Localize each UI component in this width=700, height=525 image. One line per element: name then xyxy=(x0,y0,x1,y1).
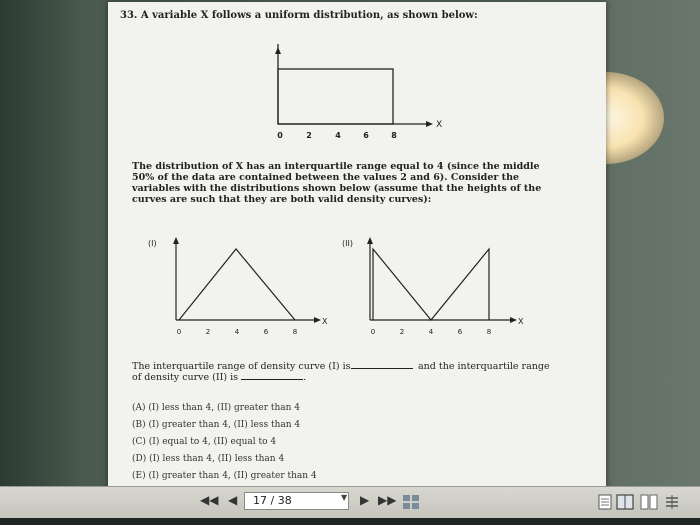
question-title: 33. A variable X follows a uniform distribution, as shown below: xyxy=(120,10,478,21)
uniform-plot xyxy=(258,44,448,144)
curve-two-tick-8: 8 xyxy=(486,328,492,336)
next-page-icon[interactable]: ▶ xyxy=(360,493,370,507)
curve-one-tick-4: 4 xyxy=(234,328,240,336)
curve-one-plot xyxy=(146,234,331,339)
uniform-x-label: X xyxy=(436,120,443,130)
iqr-part1-text: The interquartile range of density curve (I) is xyxy=(132,361,351,372)
continuous-icon[interactable] xyxy=(640,494,658,510)
curve-two-x-arrow xyxy=(510,317,517,323)
curve-two-tick-4: 4 xyxy=(428,328,434,336)
answer-blank-two xyxy=(241,379,303,380)
prev-page-icon[interactable]: ◀ xyxy=(228,493,238,507)
single-page-icon[interactable] xyxy=(598,494,612,510)
uniform-tick-8: 8 xyxy=(391,131,397,140)
uniform-tick-6: 6 xyxy=(363,131,369,140)
curve-one-y-arrow xyxy=(173,237,179,244)
settings-icon[interactable] xyxy=(664,494,680,510)
uniform-y-arrow xyxy=(275,47,281,54)
curve-one-x-arrow xyxy=(314,317,321,323)
page-indicator: 17 / 38 xyxy=(253,494,292,507)
two-page-icon[interactable] xyxy=(616,494,634,510)
iqr-part2-text: and the interquartile range xyxy=(418,361,550,372)
monitor-bezel xyxy=(0,518,700,525)
choice-b: (B) (I) greater than 4, (II) less than 4 xyxy=(132,420,301,430)
choice-d: (D) (I) less than 4, (II) less than 4 xyxy=(132,454,285,464)
curve-one-tick-8: 8 xyxy=(292,328,298,336)
curve-two-x-label: X xyxy=(518,317,524,326)
uniform-tick-4: 4 xyxy=(335,131,341,140)
grid-icon[interactable] xyxy=(402,494,420,510)
curve-two-y-arrow xyxy=(367,237,373,244)
choice-e: (E) (I) greater than 4, (II) greater than 4 xyxy=(132,471,317,481)
answer-blank-one xyxy=(351,368,413,369)
uniform-rectangle xyxy=(278,69,393,124)
curve-two-v-shape xyxy=(373,249,489,320)
curve-one-triangle xyxy=(179,249,295,320)
question-paragraph: The distribution of X has an interquartile range equal to 4 (since the middle 50% of the data are contained between the values 2 and 6). Consider the variables with the distributions shown below (assume that the heights of the curves are such that they are both valid density curves): xyxy=(132,161,542,205)
curve-one-x-label: X xyxy=(322,317,328,326)
iqr-sentence-part1 xyxy=(132,361,413,373)
uniform-tick-2: 2 xyxy=(306,131,312,140)
choice-c: (C) (I) equal to 4, (II) equal to 4 xyxy=(132,437,277,447)
curve-one-tick-0: 0 xyxy=(176,328,182,336)
document-page xyxy=(108,2,606,492)
curve-two-tick-6: 6 xyxy=(457,328,463,336)
curve-two-tick-0: 0 xyxy=(370,328,376,336)
uniform-tick-0: 0 xyxy=(277,131,283,140)
page-number-input[interactable] xyxy=(244,492,349,510)
curve-two-tick-2: 2 xyxy=(399,328,405,336)
viewer-toolbar xyxy=(0,486,700,519)
iqr-part3-text: of density curve (II) is xyxy=(132,372,239,383)
page-dropdown-icon[interactable]: ▼ xyxy=(341,493,348,502)
first-page-icon[interactable]: ◀◀ xyxy=(200,493,219,507)
curve-one-tick-2: 2 xyxy=(205,328,211,336)
curve-one-label: (I) xyxy=(148,239,157,248)
curve-two-label: (II) xyxy=(342,239,353,248)
curve-two-plot xyxy=(340,234,530,339)
iqr-sentence-part3: of density curve (II) is . xyxy=(132,372,307,383)
curve-one-tick-6: 6 xyxy=(263,328,269,336)
last-page-icon[interactable]: ▶▶ xyxy=(378,493,397,507)
choice-a: (A) (I) less than 4, (II) greater than 4 xyxy=(132,403,301,413)
uniform-x-arrow xyxy=(426,121,433,127)
